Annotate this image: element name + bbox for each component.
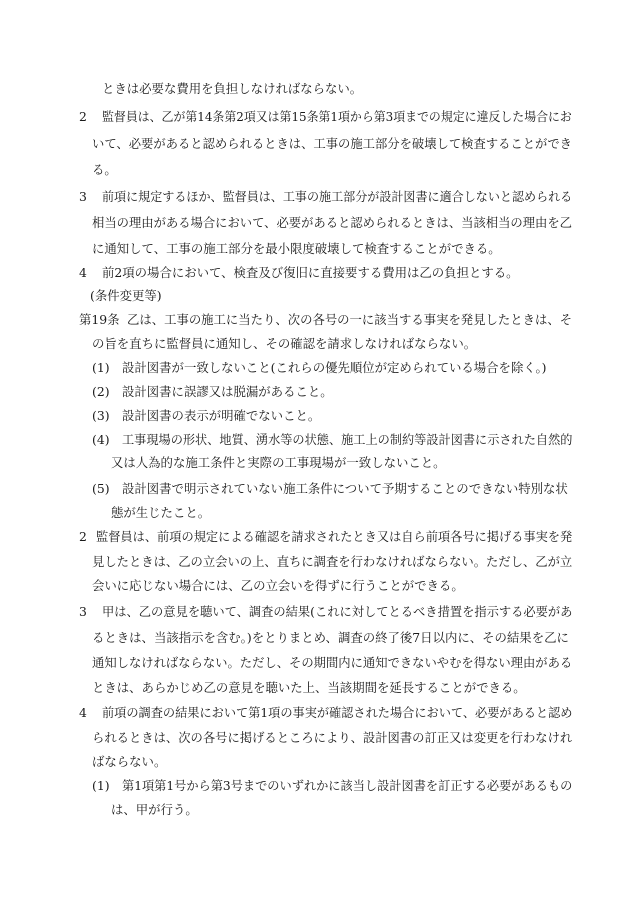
text-line: るときは、当該指示を含む。)をとりまとめ、調査の終了後7日以内に、その結果を乙に [92, 630, 569, 645]
item-number: (1) [92, 778, 110, 793]
text-line: 乙は、工事の施工に当たり、次の各号の一に該当する事実を発見したときは、そ [127, 312, 573, 327]
text-line: ときは、あらかじめ乙の意見を聴いた上、当該期間を延長することができる。 [92, 680, 526, 695]
paragraph-number: 2 [79, 529, 87, 544]
text-line: 又は人為的な施工条件と実際の工事現場が一致しないこと。 [111, 455, 446, 470]
text-line: ばならない。 [92, 754, 167, 769]
text-line: いて、必要があると認められるときは、工事の施工部分を破壊して検査することができ [92, 136, 573, 151]
text-line: 前項に規定するほか、監督員は、工事の施工部分が設計図書に適合しないと認められる [102, 189, 573, 204]
text-line: 前項の調査の結果において第1項の事実が確認された場合において、必要があると認め [102, 705, 573, 720]
paragraph-number: 4 [79, 705, 87, 720]
text-line: 前2項の場合において、検査及び復旧に直接要する費用は乙の負担とする。 [102, 265, 519, 280]
item-number: (2) [92, 384, 110, 399]
text-line: の旨を直ちに監督員に通知し、その確認を請求しなければならない。 [92, 336, 477, 351]
text-line: 設計図書の表示が明確でないこと。 [122, 408, 321, 423]
text-line: 態が生じたこと。 [111, 505, 211, 520]
text-line: 甲は、乙の意見を聴いて、調査の結果(これに対してとるべき措置を指示する必要があ [102, 604, 573, 619]
text-line: 監督員は、乙が第14条第2項又は第15条第1項から第3項までの規定に違反した場合にお [102, 109, 572, 124]
item-number: (4) [92, 432, 110, 447]
text-line: に通知して、工事の施工部分を最小限度破壊して検査することができる。 [92, 241, 501, 256]
text-line: は、甲が行う。 [111, 802, 198, 817]
paragraph-number: 4 [79, 265, 87, 280]
text-line: 通知しなければならない。ただし、その期間内に通知できないやむを得ない理由がある [92, 655, 573, 670]
article-number: 第19条 [79, 312, 120, 327]
paragraph-number: 3 [79, 189, 87, 204]
article-caption: (条件変更等) [90, 288, 162, 303]
item-number: (3) [92, 408, 110, 423]
item-number: (5) [92, 481, 110, 496]
text-line: ときは必要な費用を負担しなければならない。 [102, 81, 363, 96]
text-line: られるときは、次の各号に掲げるところにより、設計図書の訂正又は変更を行わなけれ [92, 730, 573, 745]
text-line: 設計図書で明示されていない施工条件について予期することのできない特別な状 [122, 481, 568, 496]
item-number: (1) [92, 360, 110, 375]
text-line: 会いに応じない場合には、乙の立会いを得ずに行うことができる。 [92, 578, 464, 593]
paragraph-number: 2 [79, 109, 87, 124]
text-line: 見したときは、乙の立会いの上、直ちに調査を行わなければならない。ただし、乙が立 [92, 554, 573, 569]
paragraph-number: 3 [79, 604, 87, 619]
text-line: 第1項第1号から第3号までのいずれかに該当し設計図書を訂正する必要があるもの [122, 778, 573, 793]
text-line: 相当の理由がある場合において、必要があると認められるときは、当該相当の理由を乙 [92, 215, 573, 230]
text-line: 工事現場の形状、地質、湧水等の状態、施工上の制約等設計図書に示された自然的 [122, 432, 573, 447]
text-line: る。 [92, 162, 117, 177]
text-line: 設計図書が一致しないこと(これらの優先順位が定められている場合を除く。) [122, 360, 547, 375]
text-line: 設計図書に誤謬又は脱漏があること。 [122, 384, 333, 399]
text-line: 監督員は、前項の規定による確認を請求されたとき又は自ら前項各号に掲げる事実を発 [96, 529, 573, 544]
